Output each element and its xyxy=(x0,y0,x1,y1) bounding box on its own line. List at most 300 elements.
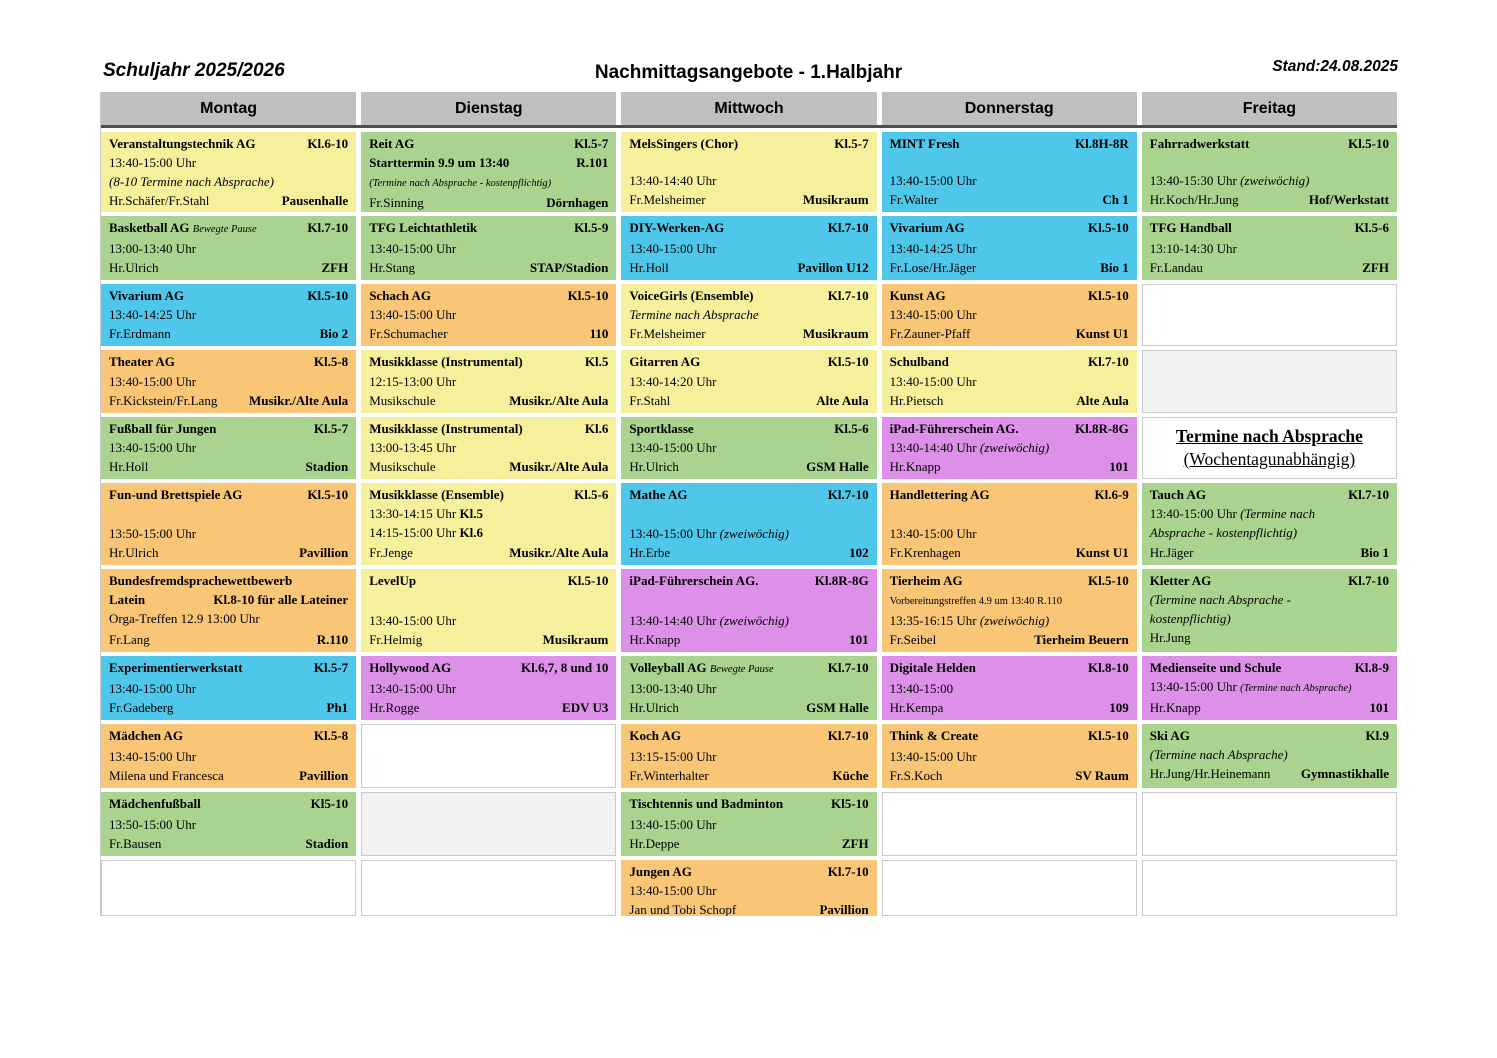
cell-text: Kl.8R-8G xyxy=(1074,421,1129,436)
cell-line xyxy=(109,794,348,813)
cell-text: Medienseite und Schule xyxy=(1149,660,1282,675)
activity-cell-content xyxy=(361,569,616,652)
cell-text: Stadion xyxy=(305,836,349,851)
cell-text: Gitarren AG xyxy=(629,354,701,369)
cell-text: Kl.5-9 xyxy=(574,220,609,235)
day-header-donnerstag: Donnerstag xyxy=(882,92,1137,125)
cell-text: Musikschule xyxy=(369,393,436,408)
activity-cell-content xyxy=(621,483,876,565)
cell-line xyxy=(369,324,608,343)
activity-cell xyxy=(361,216,616,280)
cell-line xyxy=(890,305,1129,324)
cell-text: R.101 xyxy=(576,155,609,170)
cell-text: 13:00-13:40 Uhr xyxy=(109,241,197,256)
activity-cell xyxy=(882,483,1137,565)
cell-text: Musikraum xyxy=(542,632,609,647)
activity-cell-content xyxy=(1142,569,1397,652)
cell-text: Fr.Landau xyxy=(1149,260,1203,275)
activity-cell xyxy=(361,284,616,346)
activity-cell-content xyxy=(361,284,616,346)
cell-text: 13:40-15:00 Uhr xyxy=(629,526,720,541)
cell-line xyxy=(1150,485,1389,504)
day-header-dienstag: Dienstag xyxy=(361,92,616,125)
cell-text: (8-10 Termine nach Absprache) xyxy=(109,174,275,189)
activity-cell xyxy=(621,350,876,413)
activity-cell-content xyxy=(361,483,616,565)
cell-line xyxy=(1150,543,1389,562)
cell-text: 13:40-14:40 Uhr xyxy=(889,440,980,455)
cell-text: Kl.7-10 xyxy=(827,660,869,675)
cell-text: Schulband xyxy=(889,354,949,369)
cell-text: Alte Aula xyxy=(816,393,869,408)
cell-text: 101 xyxy=(849,632,869,647)
activity-cell xyxy=(882,350,1137,413)
activity-cell-content xyxy=(621,284,876,346)
cell-line xyxy=(890,190,1129,209)
cell-text: Hr.Rogge xyxy=(369,700,420,715)
cell-line xyxy=(369,419,608,438)
cell-text: Kletter AG xyxy=(1149,573,1212,588)
cell-text: Bio 2 xyxy=(319,326,349,341)
cell-text: Experimentierwerkstatt xyxy=(109,660,243,675)
cell-text: Termine nach Absprache xyxy=(1175,426,1363,446)
note-cell xyxy=(1142,417,1397,479)
cell-line xyxy=(109,218,348,239)
cell-text: Bio 1 xyxy=(1100,260,1129,275)
cell-text: 13:40-15:00 Uhr xyxy=(369,613,457,628)
cell-text: 13:40-15:00 xyxy=(889,681,954,696)
cell-text: Hr.Ulrich xyxy=(109,260,159,275)
cell-text: Fr.Helmig xyxy=(369,632,423,647)
activity-cell xyxy=(621,132,876,212)
note-cell-content xyxy=(1143,418,1396,478)
stand-date-label: Stand:24.08.2025 xyxy=(1272,58,1398,75)
cell-text: Fr.Gadeberg xyxy=(109,700,174,715)
cell-text: Pausenhalle xyxy=(281,193,349,208)
cell-line xyxy=(890,485,1129,504)
cell-line xyxy=(1150,698,1389,717)
cell-line xyxy=(629,438,868,457)
cell-text: Vivarium AG xyxy=(109,288,184,303)
cell-text: Fr.Sinning xyxy=(369,195,424,210)
cell-line xyxy=(890,630,1129,649)
cell-text: Hof/Werkstatt xyxy=(1308,192,1389,207)
cell-text: MINT Fresh xyxy=(889,136,960,151)
cell-line xyxy=(109,726,348,745)
cell-text: Kl.5-10 xyxy=(307,487,349,502)
cell-line xyxy=(629,352,868,371)
cell-text: Kl.5-10 xyxy=(1087,728,1129,743)
cell-text: Koch AG xyxy=(629,728,682,743)
cell-text: Jan und Tobi Schopf xyxy=(629,902,737,916)
cell-text: Hr.Jung xyxy=(1149,630,1191,645)
cell-text: 13:40-15:00 Uhr xyxy=(889,749,977,764)
cell-text: ZFH xyxy=(1362,260,1389,275)
cell-text: Musikklasse (Ensemble) xyxy=(369,487,504,502)
cell-line xyxy=(109,834,348,853)
cell-text: Mathe AG xyxy=(629,487,688,502)
cell-line xyxy=(890,679,1129,698)
cell-text: STAP/Stadion xyxy=(529,260,609,275)
page-title: Nachmittagsangebote - 1.Halbjahr xyxy=(594,62,903,83)
cell-line xyxy=(629,324,868,343)
cell-text: 13:40-15:00 Uhr xyxy=(109,749,197,764)
activity-cell-content xyxy=(621,417,876,479)
cell-text: 12:15-13:00 Uhr xyxy=(369,374,457,389)
cell-line xyxy=(629,218,868,237)
cell-text: Kl.7-10 xyxy=(827,288,869,303)
cell-line xyxy=(629,834,868,853)
cell-text: 13:40-14:25 Uhr xyxy=(109,307,197,322)
empty-cell xyxy=(1142,284,1397,346)
cell-text: ZFH xyxy=(841,836,869,851)
cell-text: Musikr./Alte Aula xyxy=(509,545,609,560)
activity-cell xyxy=(101,284,356,346)
cell-line xyxy=(109,590,348,609)
cell-text: Fr.Melsheimer xyxy=(629,192,706,207)
activity-cell-content xyxy=(621,216,876,280)
cell-line xyxy=(369,438,608,457)
cell-text: Kl.5-8 xyxy=(313,354,349,369)
cell-text: Mädchen AG xyxy=(109,728,184,743)
activity-cell xyxy=(882,284,1137,346)
cell-text: (Wochentagunabhängig) xyxy=(1183,449,1356,469)
cell-text: 13:50-15:00 Uhr xyxy=(109,526,197,541)
cell-text: (Termine nach Absprache) xyxy=(1240,683,1352,694)
cell-line xyxy=(109,286,348,305)
cell-line xyxy=(629,372,868,391)
activity-cell-content xyxy=(101,569,356,652)
cell-line xyxy=(1150,571,1389,590)
cell-text: 13:40-15:00 Uhr xyxy=(629,817,717,832)
cell-text: Kl.6 xyxy=(584,421,609,436)
cell-text: (Termine nach xyxy=(1240,506,1316,521)
cell-line xyxy=(890,747,1129,766)
cell-text: Bewegte Pause xyxy=(192,224,257,235)
activity-cell xyxy=(361,350,616,413)
cell-text: 13:40-15:00 Uhr xyxy=(109,155,197,170)
cell-line xyxy=(109,747,348,766)
cell-text: Kl.7-10 xyxy=(827,220,869,235)
cell-line xyxy=(369,485,608,504)
cell-text: Kl.5-7 xyxy=(313,421,349,436)
cell-text: Vorbereitungstreffen 4.9 um 13:40 R.110 xyxy=(889,596,1063,607)
cell-line xyxy=(629,391,868,410)
cell-text: 13:40-15:00 Uhr xyxy=(629,241,717,256)
cell-line xyxy=(890,134,1129,153)
cell-line xyxy=(890,218,1129,237)
cell-line xyxy=(890,419,1129,438)
cell-text: Hr.Pietsch xyxy=(889,393,944,408)
activity-cell-content xyxy=(882,724,1137,788)
activity-cell xyxy=(101,132,356,212)
cell-text: 13:10-14:30 Uhr xyxy=(1149,241,1237,256)
cell-text: Fr.Bausen xyxy=(109,836,162,851)
activity-cell-content xyxy=(882,350,1137,413)
cell-text: ZFH xyxy=(321,260,349,275)
cell-text: 13:30-14:15 Uhr xyxy=(369,506,460,521)
cell-line xyxy=(1150,171,1389,190)
activity-cell xyxy=(101,483,356,565)
cell-line xyxy=(109,391,348,410)
cell-line xyxy=(890,766,1129,785)
cell-text: 13:40-15:30 Uhr xyxy=(1149,173,1241,188)
cell-text: Vivarium AG xyxy=(889,220,965,235)
activity-cell xyxy=(882,216,1137,280)
cell-text: Fun-und Brettspiele AG xyxy=(109,487,243,502)
cell-text: Kl.5-7 xyxy=(313,660,349,675)
cell-line xyxy=(890,171,1129,190)
cell-text: Schach AG xyxy=(369,288,431,303)
cell-line xyxy=(890,438,1129,457)
cell-line xyxy=(629,815,868,834)
cell-text: Ski AG xyxy=(1149,728,1190,743)
cell-text: Kl.7-10 xyxy=(827,728,869,743)
cell-line xyxy=(890,372,1129,391)
cell-line xyxy=(109,438,348,457)
cell-line xyxy=(1150,218,1389,237)
activity-cell-content xyxy=(101,350,356,413)
activity-cell-content xyxy=(621,860,876,916)
cell-text: Kl.6-10 xyxy=(307,136,349,151)
cell-line xyxy=(629,630,868,649)
cell-line xyxy=(629,881,868,900)
cell-text: Musikschule xyxy=(369,459,436,474)
activity-cell-content xyxy=(882,216,1137,280)
cell-text: Kunst AG xyxy=(889,288,946,303)
cell-text: Kunst U1 xyxy=(1075,545,1129,560)
empty-cell xyxy=(1142,792,1397,856)
cell-text: Tauch AG xyxy=(1149,487,1207,502)
cell-text: R.110 xyxy=(316,632,349,647)
cell-line xyxy=(629,766,868,785)
cell-line xyxy=(890,611,1129,630)
activity-cell-content xyxy=(361,417,616,479)
cell-line xyxy=(369,543,608,562)
cell-text: Kunst U1 xyxy=(1075,326,1129,341)
cell-line xyxy=(1150,745,1389,764)
cell-text: Volleyball AG xyxy=(629,660,710,675)
cell-line xyxy=(629,747,868,766)
cell-text: 13:00-13:40 Uhr xyxy=(629,681,717,696)
activity-cell-content xyxy=(101,656,356,720)
activity-cell-content xyxy=(882,656,1137,720)
cell-line xyxy=(109,698,348,717)
cell-line xyxy=(629,239,868,258)
cell-text: Kl5-10 xyxy=(310,796,349,811)
schedule-grid xyxy=(101,132,1397,916)
cell-text: Hr.Erbe xyxy=(629,545,671,560)
cell-line xyxy=(369,372,608,391)
activity-cell xyxy=(882,569,1137,652)
cell-line xyxy=(629,190,868,209)
activity-cell-content xyxy=(101,284,356,346)
cell-text: Hr.Knapp xyxy=(629,632,681,647)
cell-text: Kl.7-10 xyxy=(1087,354,1129,369)
cell-line xyxy=(369,391,608,410)
cell-line xyxy=(1150,628,1389,647)
cell-text: Tierheim Beuern xyxy=(1034,632,1129,647)
cell-text: 13:00-13:45 Uhr xyxy=(369,440,457,455)
cell-text: Ch 1 xyxy=(1102,192,1129,207)
cell-text: Kl.5-10 xyxy=(1087,573,1129,588)
cell-line xyxy=(109,324,348,343)
cell-line xyxy=(890,391,1129,410)
cell-text: Fr.Melsheimer xyxy=(629,326,706,341)
cell-line xyxy=(890,726,1129,745)
cell-line xyxy=(109,153,348,172)
activity-cell xyxy=(1142,724,1397,788)
cell-text: TFG Handball xyxy=(1149,220,1232,235)
cell-text: VoiceGirls (Ensemble) xyxy=(629,288,754,303)
activity-cell xyxy=(882,132,1137,212)
cell-text: Fr.Winterhalter xyxy=(629,768,709,783)
day-header-mittwoch: Mittwoch xyxy=(621,92,876,125)
cell-text: Fr.Krenhagen xyxy=(889,545,961,560)
cell-line xyxy=(629,286,868,305)
cell-line xyxy=(1150,258,1389,277)
cell-line xyxy=(1150,658,1389,677)
cell-text: 102 xyxy=(849,545,869,560)
cell-line xyxy=(890,457,1129,476)
cell-line xyxy=(1150,523,1389,542)
activity-cell xyxy=(621,284,876,346)
cell-text: Musikklasse (Instrumental) xyxy=(369,354,523,369)
cell-text: Musikr./Alte Aula xyxy=(509,459,609,474)
cell-line xyxy=(629,794,868,813)
cell-text: Kl.5-10 xyxy=(567,288,609,303)
cell-text: 13:40-14:20 Uhr xyxy=(629,374,717,389)
empty-cell xyxy=(1142,860,1397,916)
cell-text: Kl.9 xyxy=(1365,728,1389,743)
empty-cell xyxy=(361,792,616,856)
cell-line xyxy=(109,630,348,649)
cell-text: 13:40-15:00 Uhr xyxy=(889,173,977,188)
cell-text: 13:35-16:15 Uhr xyxy=(889,613,980,628)
cell-text: Hr.Holl xyxy=(109,459,149,474)
activity-cell xyxy=(1142,656,1397,720)
activity-cell xyxy=(621,569,876,652)
cell-text: Kl.5-10 xyxy=(307,288,349,303)
activity-cell xyxy=(621,656,876,720)
cell-text: kostenpflichtig) xyxy=(1149,611,1231,626)
cell-line xyxy=(369,679,608,698)
cell-text: 14:15-15:00 Uhr xyxy=(369,525,460,540)
activity-cell-content xyxy=(621,569,876,652)
cell-text: 13:40-15:00 Uhr xyxy=(109,440,197,455)
cell-text: TFG Leichtathletik xyxy=(369,220,478,235)
activity-cell-content xyxy=(101,483,356,565)
cell-line xyxy=(1150,764,1389,783)
activity-cell xyxy=(101,792,356,856)
activity-cell-content xyxy=(101,216,356,280)
cell-line xyxy=(890,658,1129,677)
empty-cell xyxy=(361,860,616,916)
cell-text: Sportklasse xyxy=(629,421,694,436)
cell-text: Kl.7-10 xyxy=(1348,573,1389,588)
cell-text: Gymnastikhalle xyxy=(1300,766,1389,781)
cell-text: (Termine nach Absprache) xyxy=(1149,747,1288,762)
cell-line xyxy=(109,485,348,504)
activity-cell-content xyxy=(621,724,876,788)
cell-line xyxy=(369,630,608,649)
cell-text: Fr.S.Koch xyxy=(889,768,943,783)
cell-text: Fußball für Jungen xyxy=(109,421,217,436)
cell-text: Think & Create xyxy=(889,728,979,743)
cell-line xyxy=(1150,239,1389,258)
cell-text: Reit AG xyxy=(369,136,415,151)
activity-cell xyxy=(621,483,876,565)
activity-cell xyxy=(1142,483,1397,565)
day-header-row xyxy=(101,92,1397,128)
cell-text: Fr.Jenge xyxy=(369,545,413,560)
cell-text: Kl.5 xyxy=(459,506,483,521)
cell-text: Kl.6 xyxy=(459,525,483,540)
activity-cell-content xyxy=(101,724,356,788)
activity-cell-content xyxy=(882,417,1137,479)
cell-text: Bio 1 xyxy=(1360,545,1389,560)
cell-text: Fr.Schumacher xyxy=(369,326,448,341)
activity-cell-content xyxy=(1142,656,1397,720)
cell-line xyxy=(369,193,608,212)
cell-line xyxy=(629,457,868,476)
cell-line xyxy=(1150,726,1389,745)
cell-text: LevelUp xyxy=(369,573,417,588)
empty-cell xyxy=(882,860,1137,916)
cell-text: Küche xyxy=(832,768,869,783)
cell-line xyxy=(109,543,348,562)
cell-line xyxy=(109,524,348,543)
cell-text: Kl.5-8 xyxy=(313,728,349,743)
cell-text: Tierheim AG xyxy=(889,573,963,588)
cell-text: Pavillion xyxy=(299,545,349,560)
cell-text: Digitale Helden xyxy=(889,660,976,675)
cell-text: Milena und Francesca xyxy=(109,768,224,783)
empty-cell xyxy=(1142,350,1397,413)
activity-cell-content xyxy=(1142,216,1397,280)
cell-text: iPad-Führerschein AG. xyxy=(889,421,1019,436)
cell-line xyxy=(109,172,348,191)
cell-text: Kl.8-10 xyxy=(1087,660,1129,675)
school-year-label: Schuljahr 2025/2026 xyxy=(103,60,285,81)
cell-text: 109 xyxy=(1109,700,1129,715)
cell-line xyxy=(109,372,348,391)
cell-line xyxy=(890,571,1129,590)
cell-line xyxy=(890,352,1129,371)
cell-line xyxy=(369,218,608,237)
cell-text: Pavillon U12 xyxy=(797,260,869,275)
cell-text: Hr.Ulrich xyxy=(629,459,679,474)
cell-text: Hr.Knapp xyxy=(889,459,941,474)
cell-text: Musikraum xyxy=(802,192,869,207)
cell-text: (zweiwöchig) xyxy=(1240,173,1310,188)
cell-line xyxy=(1150,609,1389,628)
cell-text: Kl.5-10 xyxy=(1348,136,1389,151)
cell-text: Hr.Ulrich xyxy=(629,700,679,715)
cell-text: Kl.5-6 xyxy=(1354,220,1389,235)
activity-cell-content xyxy=(101,417,356,479)
cell-text: Musikklasse (Instrumental) xyxy=(369,421,523,436)
cell-text: (zweiwöchig) xyxy=(979,440,1050,455)
cell-line xyxy=(369,571,608,590)
cell-line xyxy=(109,419,348,438)
cell-text: Kl5-10 xyxy=(831,796,869,811)
cell-line xyxy=(629,543,868,562)
cell-text: Mädchenfußball xyxy=(109,796,201,811)
cell-text: Kl.5-7 xyxy=(834,136,869,151)
cell-text: Kl.5-6 xyxy=(574,487,609,502)
cell-text: Hr.Holl xyxy=(629,260,669,275)
